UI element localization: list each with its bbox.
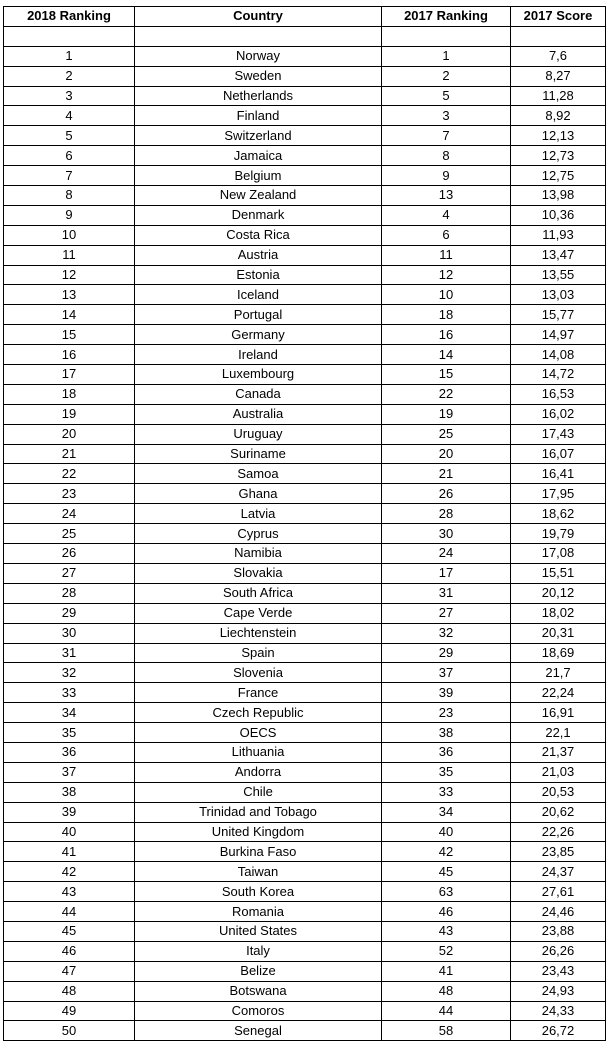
table-row bbox=[4, 166, 606, 186]
header-2017-ranking: 2017 Ranking bbox=[382, 7, 511, 27]
cell-2018-ranking: 12 bbox=[4, 265, 135, 285]
cell-2017-score: 14,08 bbox=[511, 345, 606, 365]
cell-2018-ranking: 7 bbox=[4, 166, 135, 186]
cell-country: Slovenia bbox=[135, 663, 382, 683]
cell-2017-ranking: 35 bbox=[382, 762, 511, 782]
cell-2018-ranking: 20 bbox=[4, 424, 135, 444]
cell-2017-ranking: 29 bbox=[382, 643, 511, 663]
cell-2017-ranking: 22 bbox=[382, 384, 511, 404]
cell-country: United Kingdom bbox=[135, 822, 382, 842]
cell-2017-score: 14,97 bbox=[511, 325, 606, 345]
table-row bbox=[4, 623, 606, 643]
cell-country: Australia bbox=[135, 404, 382, 424]
table-row bbox=[4, 882, 606, 902]
cell-2018-ranking: 26 bbox=[4, 544, 135, 564]
table-row bbox=[4, 365, 606, 385]
table-row bbox=[4, 742, 606, 762]
cell-2017-score: 13,55 bbox=[511, 265, 606, 285]
ranking-table bbox=[3, 6, 606, 1041]
cell-2017-ranking: 39 bbox=[382, 683, 511, 703]
cell-2017-ranking: 30 bbox=[382, 524, 511, 544]
cell-2017-ranking: 36 bbox=[382, 742, 511, 762]
header-2018-ranking: 2018 Ranking bbox=[4, 7, 135, 27]
cell-2017-ranking: 5 bbox=[382, 86, 511, 106]
table-row bbox=[4, 245, 606, 265]
empty-cell bbox=[4, 26, 135, 46]
cell-country: Belgium bbox=[135, 166, 382, 186]
table-row bbox=[4, 603, 606, 623]
cell-country: Trinidad and Tobago bbox=[135, 802, 382, 822]
cell-2017-ranking: 21 bbox=[382, 464, 511, 484]
cell-2018-ranking: 24 bbox=[4, 504, 135, 524]
cell-country: Spain bbox=[135, 643, 382, 663]
cell-country: Botswana bbox=[135, 981, 382, 1001]
cell-2017-ranking: 3 bbox=[382, 106, 511, 126]
cell-2018-ranking: 2 bbox=[4, 66, 135, 86]
cell-2017-score: 10,36 bbox=[511, 205, 606, 225]
cell-2018-ranking: 36 bbox=[4, 742, 135, 762]
cell-country: Lithuania bbox=[135, 742, 382, 762]
table-row bbox=[4, 723, 606, 743]
cell-2017-score: 20,53 bbox=[511, 782, 606, 802]
cell-2018-ranking: 30 bbox=[4, 623, 135, 643]
table-row bbox=[4, 285, 606, 305]
cell-2017-score: 13,47 bbox=[511, 245, 606, 265]
cell-2018-ranking: 46 bbox=[4, 941, 135, 961]
cell-country: Cape Verde bbox=[135, 603, 382, 623]
table-row bbox=[4, 981, 606, 1001]
table-row bbox=[4, 225, 606, 245]
cell-2017-score: 27,61 bbox=[511, 882, 606, 902]
cell-2017-score: 18,02 bbox=[511, 603, 606, 623]
table-row bbox=[4, 86, 606, 106]
table-row bbox=[4, 782, 606, 802]
empty-cell bbox=[382, 26, 511, 46]
table-row bbox=[4, 46, 606, 66]
cell-country: Chile bbox=[135, 782, 382, 802]
table-row bbox=[4, 524, 606, 544]
cell-2017-ranking: 17 bbox=[382, 563, 511, 583]
cell-2017-score: 16,02 bbox=[511, 404, 606, 424]
table-row bbox=[4, 902, 606, 922]
cell-country: United States bbox=[135, 921, 382, 941]
table-row bbox=[4, 663, 606, 683]
header-row bbox=[4, 7, 606, 27]
cell-country: Germany bbox=[135, 325, 382, 345]
cell-2017-score: 16,07 bbox=[511, 444, 606, 464]
cell-2017-score: 21,03 bbox=[511, 762, 606, 782]
cell-2017-score: 23,43 bbox=[511, 961, 606, 981]
table-row bbox=[4, 384, 606, 404]
empty-cell bbox=[511, 26, 606, 46]
table-row bbox=[4, 683, 606, 703]
table-row bbox=[4, 424, 606, 444]
table-row bbox=[4, 961, 606, 981]
cell-2017-score: 24,37 bbox=[511, 862, 606, 882]
cell-2018-ranking: 32 bbox=[4, 663, 135, 683]
cell-country: Czech Republic bbox=[135, 703, 382, 723]
cell-2018-ranking: 10 bbox=[4, 225, 135, 245]
cell-2017-ranking: 46 bbox=[382, 902, 511, 922]
cell-2018-ranking: 3 bbox=[4, 86, 135, 106]
cell-2017-ranking: 48 bbox=[382, 981, 511, 1001]
cell-2017-score: 23,88 bbox=[511, 921, 606, 941]
cell-country: Sweden bbox=[135, 66, 382, 86]
cell-2017-ranking: 8 bbox=[382, 146, 511, 166]
cell-2017-score: 26,26 bbox=[511, 941, 606, 961]
cell-2018-ranking: 47 bbox=[4, 961, 135, 981]
cell-2017-score: 17,43 bbox=[511, 424, 606, 444]
cell-2018-ranking: 39 bbox=[4, 802, 135, 822]
table-row bbox=[4, 205, 606, 225]
table-body bbox=[4, 26, 606, 1040]
cell-2017-score: 17,95 bbox=[511, 484, 606, 504]
cell-country: OECS bbox=[135, 723, 382, 743]
cell-2017-score: 17,08 bbox=[511, 544, 606, 564]
cell-country: Costa Rica bbox=[135, 225, 382, 245]
cell-country: Cyprus bbox=[135, 524, 382, 544]
cell-2017-ranking: 45 bbox=[382, 862, 511, 882]
cell-2018-ranking: 16 bbox=[4, 345, 135, 365]
table-row bbox=[4, 583, 606, 603]
cell-2017-ranking: 63 bbox=[382, 882, 511, 902]
cell-2017-ranking: 42 bbox=[382, 842, 511, 862]
table-row bbox=[4, 643, 606, 663]
cell-2018-ranking: 29 bbox=[4, 603, 135, 623]
cell-2018-ranking: 21 bbox=[4, 444, 135, 464]
cell-2017-score: 21,37 bbox=[511, 742, 606, 762]
cell-2018-ranking: 23 bbox=[4, 484, 135, 504]
cell-2017-score: 16,41 bbox=[511, 464, 606, 484]
cell-2018-ranking: 19 bbox=[4, 404, 135, 424]
cell-2017-ranking: 2 bbox=[382, 66, 511, 86]
cell-country: Iceland bbox=[135, 285, 382, 305]
cell-2018-ranking: 31 bbox=[4, 643, 135, 663]
cell-2018-ranking: 48 bbox=[4, 981, 135, 1001]
cell-2017-score: 7,6 bbox=[511, 46, 606, 66]
cell-2017-ranking: 16 bbox=[382, 325, 511, 345]
cell-2017-ranking: 32 bbox=[382, 623, 511, 643]
cell-2017-ranking: 34 bbox=[382, 802, 511, 822]
cell-2018-ranking: 5 bbox=[4, 126, 135, 146]
cell-2017-score: 18,62 bbox=[511, 504, 606, 524]
cell-2017-ranking: 44 bbox=[382, 1001, 511, 1021]
cell-2017-score: 11,28 bbox=[511, 86, 606, 106]
cell-2017-score: 12,13 bbox=[511, 126, 606, 146]
table-row bbox=[4, 106, 606, 126]
cell-2017-ranking: 9 bbox=[382, 166, 511, 186]
cell-2017-score: 16,53 bbox=[511, 384, 606, 404]
cell-country: France bbox=[135, 683, 382, 703]
cell-2017-score: 13,03 bbox=[511, 285, 606, 305]
cell-country: Netherlands bbox=[135, 86, 382, 106]
cell-country: Suriname bbox=[135, 444, 382, 464]
table-row bbox=[4, 66, 606, 86]
table-row bbox=[4, 484, 606, 504]
cell-2017-score: 16,91 bbox=[511, 703, 606, 723]
cell-2017-score: 22,24 bbox=[511, 683, 606, 703]
cell-2017-score: 20,12 bbox=[511, 583, 606, 603]
cell-country: Romania bbox=[135, 902, 382, 922]
cell-country: Senegal bbox=[135, 1021, 382, 1041]
table-row bbox=[4, 444, 606, 464]
cell-country: Latvia bbox=[135, 504, 382, 524]
cell-2017-score: 13,98 bbox=[511, 186, 606, 206]
cell-2017-score: 12,75 bbox=[511, 166, 606, 186]
cell-2017-score: 20,62 bbox=[511, 802, 606, 822]
cell-2017-ranking: 40 bbox=[382, 822, 511, 842]
table-row bbox=[4, 703, 606, 723]
cell-2018-ranking: 11 bbox=[4, 245, 135, 265]
cell-2018-ranking: 42 bbox=[4, 862, 135, 882]
table-row bbox=[4, 842, 606, 862]
cell-2018-ranking: 44 bbox=[4, 902, 135, 922]
cell-2017-ranking: 10 bbox=[382, 285, 511, 305]
cell-2017-score: 24,46 bbox=[511, 902, 606, 922]
cell-2018-ranking: 37 bbox=[4, 762, 135, 782]
cell-2017-ranking: 13 bbox=[382, 186, 511, 206]
cell-2017-score: 22,1 bbox=[511, 723, 606, 743]
cell-2017-score: 18,69 bbox=[511, 643, 606, 663]
cell-2018-ranking: 43 bbox=[4, 882, 135, 902]
cell-2017-score: 11,93 bbox=[511, 225, 606, 245]
cell-2017-score: 8,27 bbox=[511, 66, 606, 86]
cell-2018-ranking: 49 bbox=[4, 1001, 135, 1021]
cell-2017-ranking: 6 bbox=[382, 225, 511, 245]
cell-2018-ranking: 18 bbox=[4, 384, 135, 404]
cell-country: Canada bbox=[135, 384, 382, 404]
cell-2018-ranking: 17 bbox=[4, 365, 135, 385]
cell-2017-ranking: 31 bbox=[382, 583, 511, 603]
cell-2017-score: 22,26 bbox=[511, 822, 606, 842]
cell-2017-ranking: 26 bbox=[382, 484, 511, 504]
cell-country: Estonia bbox=[135, 265, 382, 285]
table-row bbox=[4, 862, 606, 882]
cell-country: South Africa bbox=[135, 583, 382, 603]
table-row bbox=[4, 941, 606, 961]
table-row bbox=[4, 404, 606, 424]
table-row bbox=[4, 325, 606, 345]
table-row bbox=[4, 126, 606, 146]
empty-cell bbox=[135, 26, 382, 46]
cell-2017-ranking: 12 bbox=[382, 265, 511, 285]
cell-2017-score: 14,72 bbox=[511, 365, 606, 385]
table-row bbox=[4, 921, 606, 941]
cell-country: Switzerland bbox=[135, 126, 382, 146]
cell-country: Uruguay bbox=[135, 424, 382, 444]
table-row bbox=[4, 305, 606, 325]
cell-2018-ranking: 9 bbox=[4, 205, 135, 225]
cell-2018-ranking: 28 bbox=[4, 583, 135, 603]
table-row bbox=[4, 762, 606, 782]
cell-country: Jamaica bbox=[135, 146, 382, 166]
cell-2017-ranking: 4 bbox=[382, 205, 511, 225]
table-row bbox=[4, 563, 606, 583]
cell-2017-score: 20,31 bbox=[511, 623, 606, 643]
cell-country: Andorra bbox=[135, 762, 382, 782]
table-row bbox=[4, 802, 606, 822]
cell-country: Denmark bbox=[135, 205, 382, 225]
cell-country: Ireland bbox=[135, 345, 382, 365]
cell-country: Belize bbox=[135, 961, 382, 981]
cell-2017-score: 12,73 bbox=[511, 146, 606, 166]
cell-2018-ranking: 25 bbox=[4, 524, 135, 544]
cell-country: Austria bbox=[135, 245, 382, 265]
cell-2017-ranking: 20 bbox=[382, 444, 511, 464]
cell-country: Comoros bbox=[135, 1001, 382, 1021]
table-row bbox=[4, 544, 606, 564]
cell-2017-ranking: 27 bbox=[382, 603, 511, 623]
table-row bbox=[4, 1021, 606, 1041]
table-row bbox=[4, 345, 606, 365]
table-row bbox=[4, 146, 606, 166]
cell-2018-ranking: 45 bbox=[4, 921, 135, 941]
cell-2017-ranking: 33 bbox=[382, 782, 511, 802]
cell-country: New Zealand bbox=[135, 186, 382, 206]
cell-2017-ranking: 15 bbox=[382, 365, 511, 385]
table-row bbox=[4, 265, 606, 285]
cell-country: South Korea bbox=[135, 882, 382, 902]
cell-2017-ranking: 23 bbox=[382, 703, 511, 723]
cell-2018-ranking: 1 bbox=[4, 46, 135, 66]
cell-2018-ranking: 4 bbox=[4, 106, 135, 126]
cell-2017-ranking: 18 bbox=[382, 305, 511, 325]
cell-2017-ranking: 1 bbox=[382, 46, 511, 66]
cell-2018-ranking: 40 bbox=[4, 822, 135, 842]
cell-2018-ranking: 35 bbox=[4, 723, 135, 743]
cell-2017-ranking: 38 bbox=[382, 723, 511, 743]
table-row bbox=[4, 504, 606, 524]
cell-country: Slovakia bbox=[135, 563, 382, 583]
table-row bbox=[4, 822, 606, 842]
cell-country: Norway bbox=[135, 46, 382, 66]
cell-2018-ranking: 38 bbox=[4, 782, 135, 802]
cell-country: Luxembourg bbox=[135, 365, 382, 385]
cell-2017-score: 8,92 bbox=[511, 106, 606, 126]
table-row bbox=[4, 186, 606, 206]
cell-2018-ranking: 8 bbox=[4, 186, 135, 206]
cell-2018-ranking: 27 bbox=[4, 563, 135, 583]
cell-2018-ranking: 41 bbox=[4, 842, 135, 862]
cell-2017-ranking: 43 bbox=[382, 921, 511, 941]
cell-2017-score: 24,93 bbox=[511, 981, 606, 1001]
table-row bbox=[4, 1001, 606, 1021]
cell-country: Taiwan bbox=[135, 862, 382, 882]
cell-2017-score: 19,79 bbox=[511, 524, 606, 544]
cell-2017-ranking: 41 bbox=[382, 961, 511, 981]
cell-2017-ranking: 24 bbox=[382, 544, 511, 564]
cell-2018-ranking: 6 bbox=[4, 146, 135, 166]
cell-2018-ranking: 22 bbox=[4, 464, 135, 484]
cell-2017-score: 21,7 bbox=[511, 663, 606, 683]
cell-country: Burkina Faso bbox=[135, 842, 382, 862]
cell-country: Namibia bbox=[135, 544, 382, 564]
cell-2017-ranking: 19 bbox=[382, 404, 511, 424]
cell-2017-ranking: 52 bbox=[382, 941, 511, 961]
cell-2017-ranking: 7 bbox=[382, 126, 511, 146]
cell-2018-ranking: 14 bbox=[4, 305, 135, 325]
empty-row bbox=[4, 26, 606, 46]
cell-2017-ranking: 37 bbox=[382, 663, 511, 683]
header-2017-score: 2017 Score bbox=[511, 7, 606, 27]
cell-2017-ranking: 28 bbox=[382, 504, 511, 524]
cell-country: Finland bbox=[135, 106, 382, 126]
cell-2017-score: 23,85 bbox=[511, 842, 606, 862]
cell-2017-score: 15,51 bbox=[511, 563, 606, 583]
cell-2017-score: 26,72 bbox=[511, 1021, 606, 1041]
cell-2017-ranking: 25 bbox=[382, 424, 511, 444]
cell-2018-ranking: 50 bbox=[4, 1021, 135, 1041]
header-country: Country bbox=[135, 7, 382, 27]
table-row bbox=[4, 464, 606, 484]
cell-2017-ranking: 14 bbox=[382, 345, 511, 365]
cell-country: Samoa bbox=[135, 464, 382, 484]
cell-2017-ranking: 58 bbox=[382, 1021, 511, 1041]
cell-2017-score: 24,33 bbox=[511, 1001, 606, 1021]
cell-2018-ranking: 34 bbox=[4, 703, 135, 723]
cell-country: Portugal bbox=[135, 305, 382, 325]
cell-2017-ranking: 11 bbox=[382, 245, 511, 265]
cell-country: Liechtenstein bbox=[135, 623, 382, 643]
cell-2018-ranking: 13 bbox=[4, 285, 135, 305]
cell-2018-ranking: 33 bbox=[4, 683, 135, 703]
cell-country: Italy bbox=[135, 941, 382, 961]
cell-country: Ghana bbox=[135, 484, 382, 504]
cell-2018-ranking: 15 bbox=[4, 325, 135, 345]
cell-2017-score: 15,77 bbox=[511, 305, 606, 325]
